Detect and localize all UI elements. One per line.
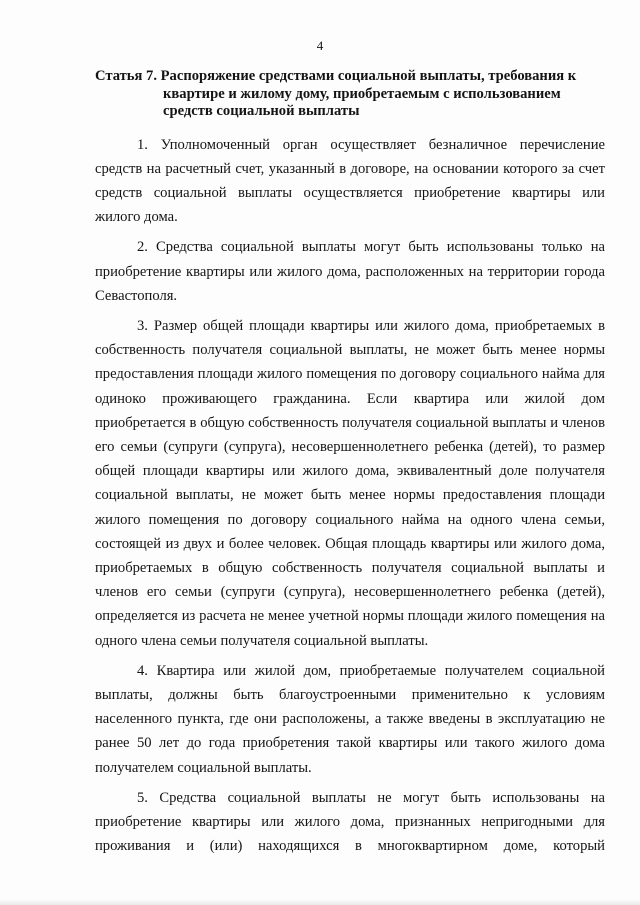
article-title: Статья 7. Распоряжение средствами социальной выплаты, требования к квартире и жилому дому, приобретаемым с использованием средств социальной выплаты	[95, 68, 577, 119]
article-7	[95, 68, 605, 858]
page-bottom-edge	[0, 899, 640, 905]
paragraph-5: 5. Средства социальной выплаты не могут быть использованы на приобретение квартиры или жилого дома, признанных непригодными для проживания и (или) находящихся в многоквартирном доме, который	[95, 789, 605, 855]
paragraph-3: 3. Размер общей площади квартиры или жилого дома, приобретаемых в собственность получателя социальной выплаты, не может быть менее нормы предоставления площади жилого помещения по договору социального найма для одиноко проживающего гражданина. Если квартира или жилой дом приобретается в общую собственность получателя социальной выплаты и членов его семьи (супруги (супруга), несовершеннолетнего ребенка (детей), то размер общей площади квартиры или жилого дома, эквивалентный доле получателя социальной выплаты, не может быть менее нормы предоставления площади жилого помещения по договору социального найма на одного члена семьи, состоящей из двух и более человек. Общая площадь квартиры или жилого дома, приобретаемых в общую собственность получателя социальной выплаты и членов его семьи (супруги (супруга), несовершеннолетнего ребенка (детей), определяется из расчета не менее учетной нормы площади жилого помещения на одного члена семьи получателя социальной выплаты.	[95, 317, 605, 649]
paragraph-2: 2. Средства социальной выплаты могут быть использованы только на приобретение квартиры или жилого дома, расположенных на территории города Севастополя.	[95, 239, 605, 304]
page-number: 4	[316, 38, 324, 53]
paragraph-4: 4. Квартира или жилой дом, приобретаемые получателем социальной выплаты, должны быть благоустроенными применительно к условиям населенного пункта, где они расположены, а также введены в эксплуатацию не ранее 50 лет до года приобретения такой квартиры или такого жилого дома получателем социальной выплаты.	[95, 662, 605, 776]
paragraph-1: 1. Уполномоченный орган осуществляет безналичное перечисление средств на расчетный счет, указанный в договоре, на основании которого за счет средств социальной выплаты осуществляется приобретение квартиры или жилого дома.	[95, 136, 605, 226]
